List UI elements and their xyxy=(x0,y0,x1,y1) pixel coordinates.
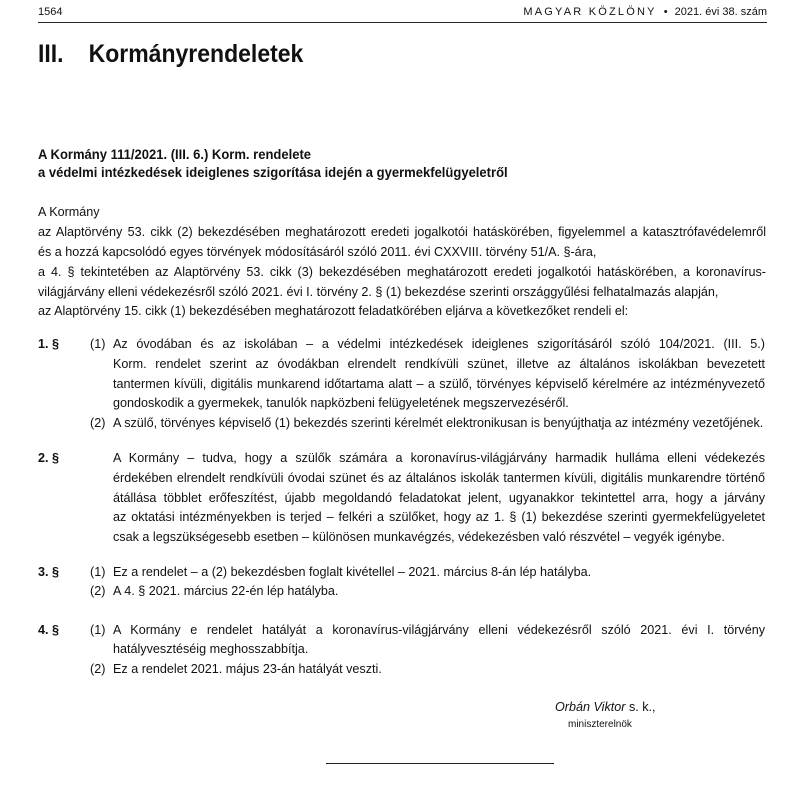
decree-title xyxy=(38,145,508,181)
paragraph-line: tantermen kívüli, digitális munkarend időtartama alatt – a szülő, törvényes képviselő kérelmére az intézményvezető xyxy=(113,377,765,391)
paragraph-line: érdekében elrendelt rendkívüli óvodai szünet és az általános iskolák tantermen kívüli, digitális munkarendre történő xyxy=(113,471,765,485)
section-number: 1. § xyxy=(38,337,60,351)
page-number: 1564 xyxy=(38,6,63,18)
decree-subtitle-line: a védelmi intézkedések ideiglenes szigorítása idején a gyermekfelügyeletről xyxy=(38,164,508,180)
paragraph-number: (1) xyxy=(90,565,106,579)
paragraph-line: Ez a rendelet 2021. május 23-án hatályát veszti. xyxy=(113,662,382,676)
issue-label: 2021. évi 38. szám xyxy=(674,6,767,18)
paragraph-line: Az óvodában és az iskolában – a védelmi intézkedések ideiglenes szigorításáról szóló 104/2021. (III. 5.) xyxy=(113,337,765,351)
signatory-suffix: s. k., xyxy=(625,700,656,714)
paragraph-line: Korm. rendelet szerint az óvodákban elrendelt rendkívüli szünet, illetve az általános iskolákban bevezetett xyxy=(113,357,765,371)
publication-name: MAGYAR KÖZLÖNY xyxy=(523,6,657,18)
signatory-name: Orbán Viktor xyxy=(555,700,626,714)
paragraph-number: (2) xyxy=(90,662,106,676)
section-number: 2. § xyxy=(38,451,60,465)
section-number: 4. § xyxy=(38,623,60,637)
paragraph-line: A Kormány e rendelet hatályát a koronavírus-világjárvány elleni védekezésről szóló 2021. évi I. törvény xyxy=(113,623,765,637)
signatory-role: miniszterelnök xyxy=(568,719,632,730)
paragraph-number: (1) xyxy=(90,623,106,637)
paragraph-number: (2) xyxy=(90,416,106,430)
section-number: 3. § xyxy=(38,565,60,579)
paragraph-line: gondoskodik a gyermekek, tanulók napközbeni felügyeletének megszervezéséről. xyxy=(113,396,569,410)
paragraph-line: hatályvesztéséig meghosszabbítja. xyxy=(113,642,309,656)
preamble-line: A Kormány xyxy=(38,205,100,219)
header-separator: • xyxy=(663,6,668,18)
paragraph-number: (1) xyxy=(90,337,106,351)
paragraph-line: A 4. § 2021. március 22-én lép hatályba. xyxy=(113,584,339,598)
preamble-line: az Alaptörvény 53. cikk (2) bekezdésében meghatározott eredeti jogalkotói hatáskörében, figyelemmel a katasztrófavédelemről xyxy=(38,225,766,239)
paragraph-line: csak a legszükségesebb esetben – különösen munkavégzés, védekezésben való részvétel – vegyék igénybe. xyxy=(113,530,725,544)
running-header xyxy=(38,4,767,23)
paragraph-line: átállása többlet erőfeszítést, újabb megoldandó feladatokat jelent, ugyanakkor tekintettel arra, hogy a járvány xyxy=(113,491,765,505)
section-title: Kormányrendeletek xyxy=(88,40,304,68)
preamble-line: a 4. § tekintetében az Alaptörvény 53. cikk (3) bekezdésében meghatározott eredeti jogalkotói hatáskörében, a koronavírus- xyxy=(38,265,766,279)
signatory xyxy=(555,700,656,714)
paragraph-line: A Kormány – tudva, hogy a szülők számára a koronavírus-világjárvány harmadik hulláma elleni védekezés xyxy=(113,451,765,465)
publication-info xyxy=(523,6,767,18)
decree-title-line: A Kormány 111/2021. (III. 6.) Korm. rendelete xyxy=(38,146,312,162)
paragraph-number: (2) xyxy=(90,584,106,598)
preamble-line: az Alaptörvény 15. cikk (1) bekezdésében meghatározott feladatkörében eljárva a következőket rendeli el: xyxy=(38,304,629,318)
section-roman-numeral: III. xyxy=(38,40,64,68)
preamble-line: és a hozzá kapcsolódó egyes törvények módosításáról szóló 2011. évi CXXVIII. törvény 51/A. §-ára, xyxy=(38,245,597,259)
preamble-line: világjárvány elleni védekezésről szóló 2021. évi I. törvény 2. § (1) bekezdése szerinti országgyűlési felhatalmazás alapján, xyxy=(38,285,719,299)
end-divider xyxy=(326,763,554,764)
paragraph-line: Ez a rendelet – a (2) bekezdésben foglalt kivétellel – 2021. március 8-án lép hatályba. xyxy=(113,565,592,579)
paragraph-line: A szülő, törvényes képviselő (1) bekezdés szerinti kérelmét elektronikusan is benyújthatja az intézmény vezetőjének. xyxy=(113,416,764,430)
section-heading xyxy=(38,40,303,69)
paragraph-line: az oktatási intézményekben is terjed – felkéri a szülőket, hogy az 1. § (1) bekezdése szerinti gyermekfelügyeletet xyxy=(113,510,765,524)
